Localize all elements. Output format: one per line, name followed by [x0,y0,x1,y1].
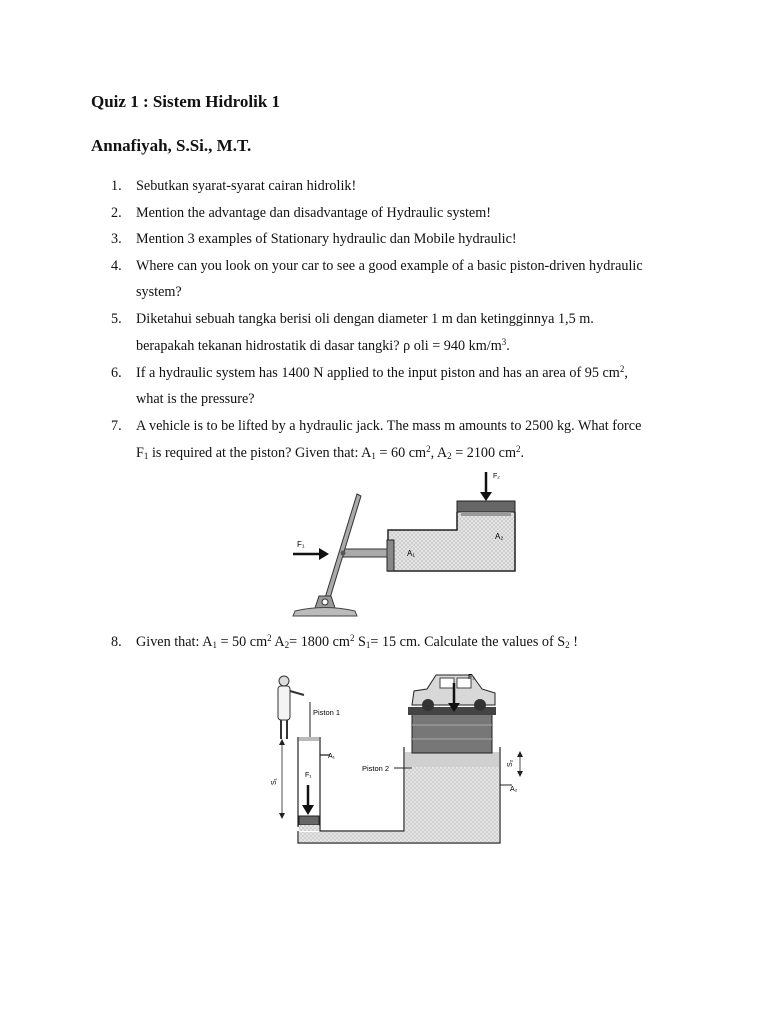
f2-label: F₂ [468,674,475,681]
question-number: 6. [111,365,122,381]
question-number: 1. [111,178,122,194]
question-number: 7. [111,418,122,434]
question-text: A vehicle is to be lifted by a hydraulic jack. The mass m amounts to 2500 kg. What force [136,418,642,434]
hydraulic-jack-figure [285,468,535,623]
question-text: system? [136,284,182,300]
question-number: 3. [111,231,122,247]
page-title: Quiz 1 : Sistem Hidrolik 1 [91,92,281,111]
question-text: what is the pressure? [136,391,255,407]
question-text: Mention the advantage dan disadvantage of Hydraulic system! [136,205,491,221]
question-text: berapakah tekanan hidrostatik di dasar tangki? ρ oli = 940 $km/m^3$. [136,337,510,354]
a2-label: A₂ [510,786,518,793]
question-text: If a hydraulic system has 1400 N applied to the input piston and has an area of 95 $cm^2$, [136,364,628,381]
a1-label: A₁ [407,549,416,558]
question-text: Sebutkan syarat-syarat cairan hidrolik! [136,178,357,194]
s1-label: S₁ [271,777,278,785]
question-number: 4. [111,258,122,274]
author-name: Annafiyah, S.Si., M.T. [91,136,252,155]
question-text: Diketahui sebuah tangka berisi oli dengan diameter 1 m dan ketingginnya 1,5 m. [136,311,594,327]
piston-1-label: Piston 1 [313,708,341,717]
a2-label: A₂ [495,532,504,541]
question-text: Given that: $A_1 = 50$ $cm^2$ $A_2= 1800$ $cm^2$ $S_1= 15$ cm. Calculate the values of $S_2$ ! [136,633,578,650]
a1-label: A₁ [328,753,336,760]
question-text: Mention 3 examples of Stationary hydraulic dan Mobile hydraulic! [136,231,517,247]
question-number: 5. [111,311,122,327]
piston-2-label: Piston 2 [362,764,390,773]
hydraulic-lift-figure [262,667,532,849]
f2-label: F₂ [493,473,500,480]
s2-label: S₂ [507,759,514,767]
f1-label: F₁ [297,540,305,549]
f1-label: F₁ [305,772,312,779]
question-text: Where can you look on your car to see a good example of a basic piston-driven hydraulic [136,258,643,274]
question-number: 8. [111,634,122,650]
question-number: 2. [111,205,122,221]
question-text: $F_1$ is required at the piston? Given that: $A_1 = 60$ $cm^2$, $A_2 = 2100$ $cm^2$. [136,444,525,461]
